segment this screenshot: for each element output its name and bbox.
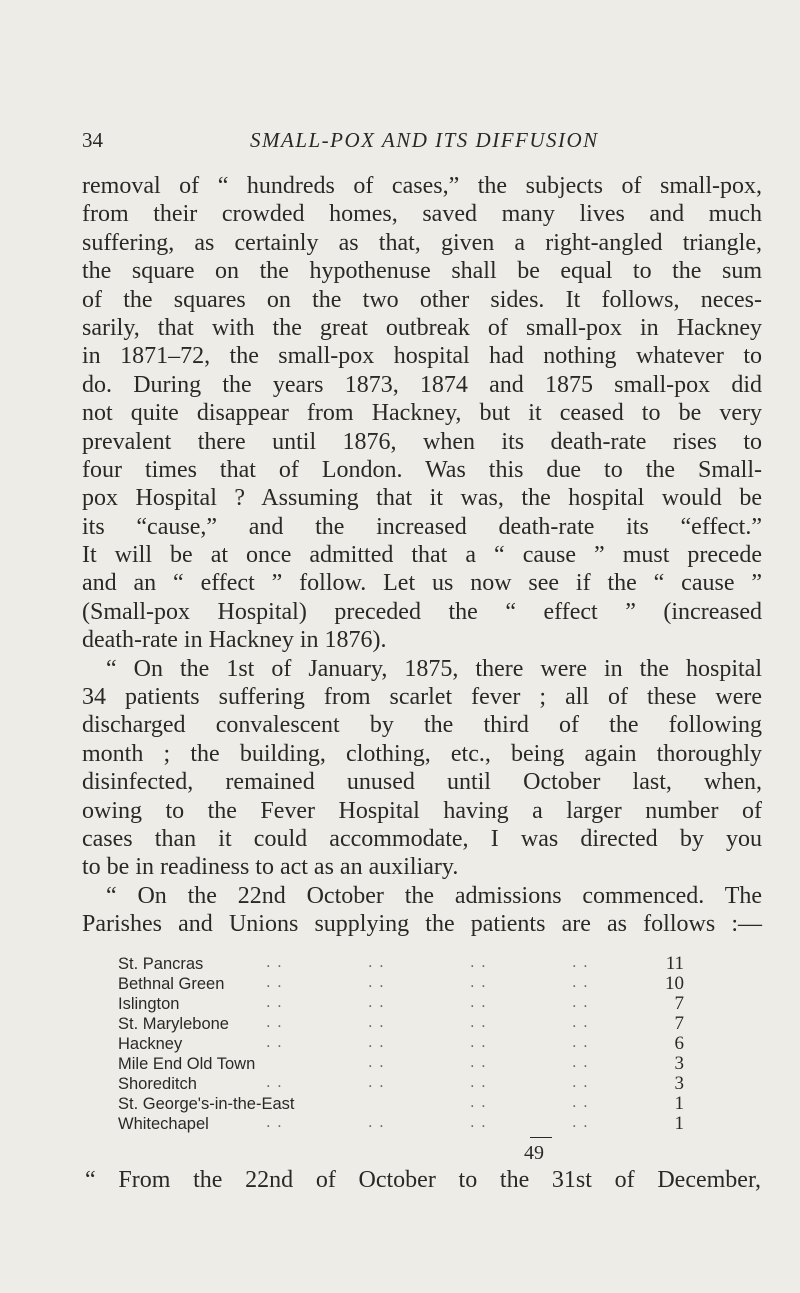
text-line: and an “ effect ” follow. Let us now see if the “ cause ” — [82, 570, 762, 597]
text-line: cases than it could accommodate, I was directed by you — [82, 825, 762, 852]
table-row — [118, 1054, 718, 1074]
patient-count: 1 — [674, 1093, 684, 1114]
text-line: Parishes and Unions supplying the patients are as follows :— — [82, 911, 762, 938]
text-line: (Small-pox Hospital) preceded the “ effect ” (increased — [82, 598, 762, 625]
leader-dots: . . . . . . . . — [266, 1113, 589, 1131]
leader-dots: . . . . . . . . — [266, 953, 589, 971]
leader-dots: . . . . — [470, 1093, 589, 1111]
patient-count: 11 — [665, 953, 684, 974]
leader-dots: . . . . . . . . — [266, 973, 589, 991]
text-line: not quite disappear from Hackney, but it ceased to be very — [82, 400, 762, 427]
parish-name: St. George's-in-the-East — [118, 1095, 295, 1113]
parish-name: Hackney — [118, 1035, 183, 1053]
text-line: in 1871–72, the small-pox hospital had nothing whatever to — [82, 343, 762, 370]
patient-count: 7 — [674, 1013, 684, 1034]
text-line: to be in readiness to act as an auxiliary. — [82, 854, 459, 881]
parish-name: Whitechapel — [118, 1115, 209, 1133]
running-head — [82, 128, 762, 158]
text-line: four times that of London. Was this due to the Small- — [82, 456, 762, 483]
parish-name: Shoreditch — [118, 1075, 197, 1093]
text-line: of the squares on the two other sides. It follows, neces- — [82, 286, 762, 313]
text-line: “ On the 22nd October the admissions commenced. The — [106, 882, 762, 909]
text-line: pox Hospital ? Assuming that it was, the hospital would be — [82, 485, 762, 512]
text-line: the square on the hypothenuse shall be equal to the sum — [82, 258, 762, 285]
patient-count: 6 — [674, 1033, 684, 1054]
patient-count: 3 — [674, 1073, 684, 1094]
text-line: month ; the building, clothing, etc., being again thoroughly — [82, 740, 762, 767]
text-line: “ On the 1st of January, 1875, there were in the hospital — [106, 655, 762, 682]
table-row — [118, 1074, 718, 1094]
text-line: discharged convalescent by the third of the following — [82, 712, 762, 739]
text-line: It will be at once admitted that a “ cause ” must precede — [82, 542, 762, 569]
patient-count: 1 — [674, 1113, 684, 1134]
parish-table — [118, 954, 718, 1134]
table-row — [118, 1014, 718, 1034]
table-row — [118, 994, 718, 1014]
running-title: SMALL-POX AND ITS DIFFUSION — [250, 128, 599, 152]
parish-name: St. Pancras — [118, 955, 204, 973]
text-line: owing to the Fever Hospital having a larger number of — [82, 797, 762, 824]
page-number: 34 — [82, 128, 103, 152]
text-line: death-rate in Hackney in 1876). — [82, 627, 387, 654]
text-line: sarily, that with the great outbreak of small-pox in Hackney — [82, 314, 762, 341]
leader-dots: . . . . . . . . — [266, 1073, 589, 1091]
leader-dots: . . . . . . — [368, 1053, 589, 1071]
table-row — [118, 1114, 718, 1134]
text-line: prevalent there until 1876, when its death-rate rises to — [82, 428, 762, 455]
text-line: its “cause,” and the increased death-rate its “effect.” — [82, 513, 762, 540]
patient-count: 10 — [665, 973, 684, 994]
text-line: do. During the years 1873, 1874 and 1875 small-pox did — [82, 371, 762, 398]
parish-name: St. Marylebone — [118, 1015, 229, 1033]
text-line: suffering, as certainly as that, given a right-angled triangle, — [82, 229, 762, 256]
text-line: from their crowded homes, saved many lives and much — [82, 201, 762, 228]
text-line: removal of “ hundreds of cases,” the subjects of small-pox, — [82, 173, 762, 199]
text-line: 34 patients suffering from scarlet fever ; all of these were — [82, 684, 762, 711]
parish-name: Bethnal Green — [118, 975, 225, 993]
patient-count: 3 — [674, 1053, 684, 1074]
table-row — [118, 1034, 718, 1054]
parish-name: Mile End Old Town — [118, 1055, 256, 1073]
body-text — [82, 172, 762, 939]
total-rule — [530, 1137, 552, 1138]
patient-count: 7 — [674, 993, 684, 1014]
leader-dots: . . . . . . . . — [266, 1013, 589, 1031]
leader-dots: . . . . . . . . — [266, 1033, 589, 1051]
table-row — [118, 1094, 718, 1114]
text-line: “ From the 22nd of October to the 31st of December, — [85, 1167, 761, 1193]
table-row — [118, 974, 718, 994]
leader-dots: . . . . . . . . — [266, 993, 589, 1011]
text-line: disinfected, remained unused until October last, when, — [82, 769, 762, 796]
table-row — [118, 954, 718, 974]
total-count: 49 — [524, 1142, 544, 1164]
parish-name: Islington — [118, 995, 180, 1013]
